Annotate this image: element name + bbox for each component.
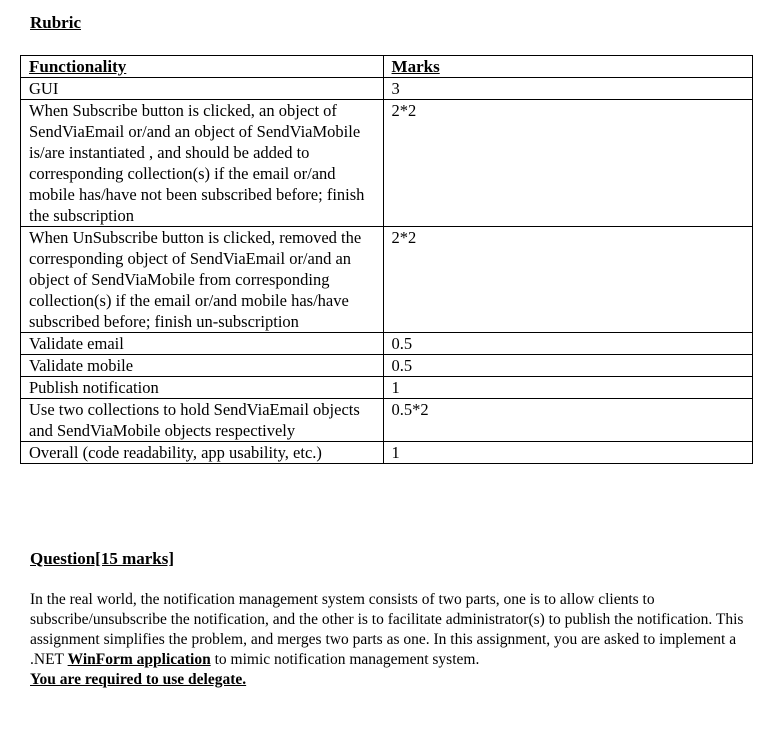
rubric-row (21, 399, 753, 442)
marks-column-header: Marks (383, 56, 752, 78)
functionality-cell: Overall (code readability, app usability, etc.) (21, 442, 384, 464)
functionality-column-header: Functionality (21, 56, 384, 78)
rubric-row (21, 333, 753, 355)
functionality-cell: Validate mobile (21, 355, 384, 377)
marks-cell: 2*2 (383, 227, 752, 333)
rubric-table (20, 55, 753, 464)
winform-application-text: WinForm application (67, 651, 211, 668)
functionality-cell: When UnSubscribe button is clicked, removed the corresponding object of SendViaEmail or/and an object of SendViaMobile from corresponding collection(s) if the email or/and mobile has/have subscribed before; finish un-subscription (21, 227, 384, 333)
rubric-row (21, 78, 753, 100)
question-paragraph (30, 590, 750, 690)
rubric-heading: Rubric (30, 13, 81, 32)
functionality-cell: Publish notification (21, 377, 384, 399)
rubric-row (21, 442, 753, 464)
marks-cell: 1 (383, 442, 752, 464)
rubric-row (21, 227, 753, 333)
functionality-cell: When Subscribe button is clicked, an object of SendViaEmail or/and an object of SendViaMobile is/are instantiated , and should be added to corresponding collection(s) if the email or/and mobile has/have not been subscribed before; finish the subscription (21, 100, 384, 227)
rubric-row (21, 100, 753, 227)
rubric-row (21, 377, 753, 399)
question-heading: Question[15 marks] (30, 549, 175, 568)
marks-cell: 3 (383, 78, 752, 100)
marks-cell: 0.5 (383, 333, 752, 355)
rubric-row (21, 355, 753, 377)
question-text-part2: to mimic notification management system. (210, 651, 480, 668)
question-text-part1: In the real world, the notification management system consists of two parts, one is to allow clients to subscribe/unsubscribe the notification, and the other is to facilitate administrator(s) to publish the notification. This assignment simplifies the problem, and merges two parts as one. In this assignment, you are asked to implement a .NET (30, 591, 744, 668)
marks-cell: 1 (383, 377, 752, 399)
functionality-cell: Use two collections to hold SendViaEmail objects and SendViaMobile objects respectively (21, 399, 384, 442)
delegate-requirement: You are required to use delegate. (30, 671, 247, 688)
marks-cell: 2*2 (383, 100, 752, 227)
rubric-header-row (21, 56, 753, 78)
functionality-cell: GUI (21, 78, 384, 100)
functionality-cell: Validate email (21, 333, 384, 355)
marks-cell: 0.5 (383, 355, 752, 377)
marks-cell: 0.5*2 (383, 399, 752, 442)
